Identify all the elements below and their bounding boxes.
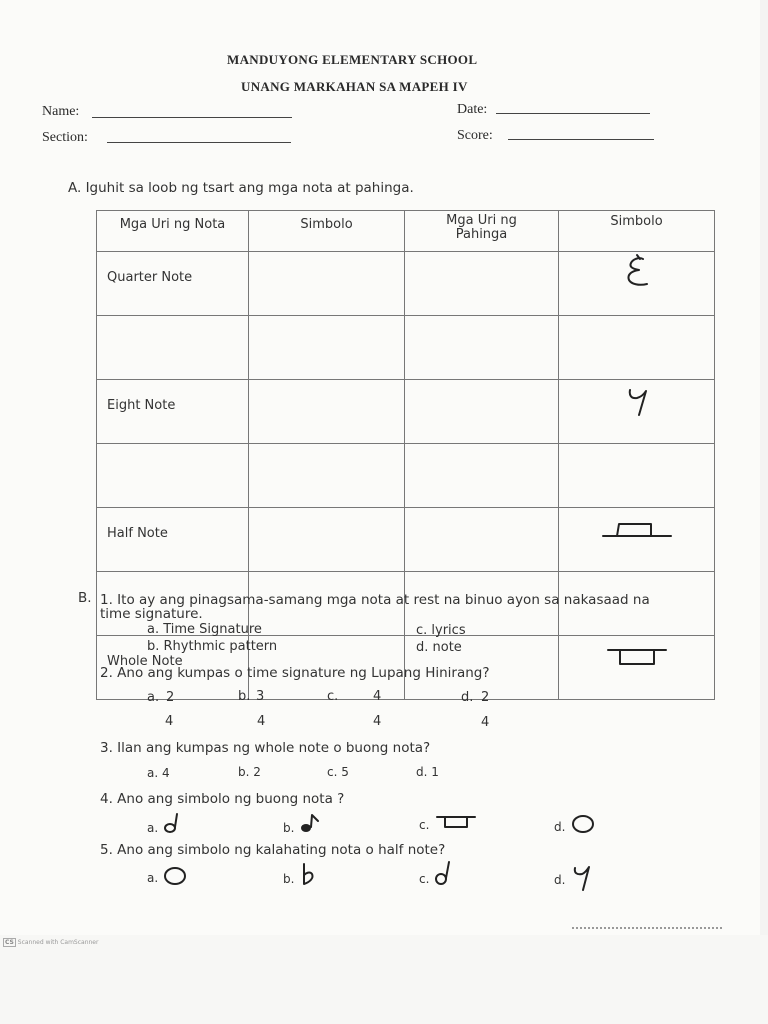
camscanner-logo-icon: CS [5,939,14,946]
name-field[interactable] [92,117,292,118]
table-header-row [97,211,715,252]
score-field[interactable] [508,139,654,140]
date-field[interactable] [496,113,650,114]
note-symbol-cell[interactable] [249,252,405,316]
q5-option-c-label: c. [419,872,430,886]
q3-option-b[interactable]: b. 2 [238,765,261,779]
row-note-name: Eight Note [97,380,249,444]
q1-option-b[interactable]: b. Rhythmic pattern [147,639,278,654]
q2-text: 2. Ano ang kumpas o time signature ng Lupang Hinirang? [100,665,490,681]
q5-text: 5. Ano ang simbolo ng kalahating nota o half note? [100,842,446,858]
half-rest-handwritten-icon [599,516,675,546]
row-note-name [97,316,249,380]
rest-symbol-cell[interactable] [559,316,715,380]
q5-option-a[interactable] [147,863,190,887]
half-note-handwritten-icon [433,860,457,888]
whole-note-icon [569,813,597,835]
rest-symbol-cell [559,252,715,316]
q4-option-b-label: b. [283,821,295,835]
q5-option-b[interactable] [283,862,320,888]
q1-text-line1: 1. Ito ay ang pinagsama-samang mga nota at rest na binuo ayon sa nakasaad na [100,592,650,608]
date-label: Date: [457,102,488,117]
rest-symbol-cell [559,508,715,572]
row-note-name: Quarter Note [97,252,249,316]
q4-option-a[interactable] [147,812,184,836]
part-b-label: B. [78,590,92,606]
q2-option-a-bottom: 4 [165,714,174,729]
q4-option-d[interactable] [554,813,597,835]
q2-option-a-top: 2 [166,690,175,705]
rest-name-cell[interactable] [405,380,559,444]
eighth-rest-handwritten-icon [569,862,593,892]
q2-option-c-bottom: 4 [373,714,382,729]
school-name: MANDUYONG ELEMENTARY SCHOOL [227,52,478,67]
camscanner-watermark [3,938,98,947]
half-note-handwritten-icon [162,812,184,836]
row-note-name [97,444,249,508]
q4-text: 4. Ano ang simbolo ng buong nota ? [100,791,345,807]
q4-option-b[interactable] [283,812,322,836]
q2-option-d-bottom: 4 [481,715,490,730]
table-row [97,508,715,572]
q3-text: 3. Ilan ang kumpas ng whole note o buong nota? [100,740,431,756]
q1-text-line2: time signature. [100,606,203,622]
row-note-name: Whole Note [97,636,249,700]
note-symbol-cell[interactable] [249,508,405,572]
q3-option-c[interactable]: c. 5 [327,765,349,779]
q4-option-c[interactable] [419,813,477,833]
q2-option-c-top: 4 [373,689,382,704]
q1-option-c[interactable]: c. lyrics [416,623,466,638]
q5-option-a-label: a. [147,871,159,885]
rest-name-cell[interactable] [405,444,559,508]
camscanner-text: Scanned with CamScanner [17,939,99,946]
rest-name-cell[interactable] [405,508,559,572]
q2-option-d-top: 2 [481,690,490,705]
q2-option-b-label[interactable]: b. [238,689,251,704]
q4-option-d-label: d. [554,820,566,834]
table-row [97,380,715,444]
q4-option-c-label: c. [419,818,430,832]
q2-option-d-label[interactable]: d. [461,690,474,705]
flat-sign-handwritten-icon [298,862,320,888]
section-field[interactable] [107,142,291,143]
header-rest-symbol: Simbolo [559,211,715,252]
table-row [97,444,715,508]
name-label: Name: [42,104,80,119]
q5-option-c[interactable] [419,860,457,888]
quarter-rest-handwritten-icon [617,253,657,297]
q2-option-b-top: 3 [256,689,265,704]
part-a-instruction: A. Iguhit sa loob ng tsart ang mga nota at pahinga. [68,180,414,196]
note-symbol-cell[interactable] [249,380,405,444]
q2-option-a-label[interactable]: a. [147,690,160,705]
footer-scrawl [572,927,722,935]
page-margin [0,935,768,1024]
q3-option-d[interactable]: d. 1 [416,765,439,779]
q3-option-a[interactable]: a. 4 [147,766,170,780]
q5-option-b-label: b. [283,872,295,886]
header-note-types: Mga Uri ng Nota [97,211,249,252]
note-symbol-cell[interactable] [249,444,405,508]
table-row [97,252,715,316]
exam-title: UNANG MARKAHAN SA MAPEH IV [241,79,468,94]
q4-option-a-label: a. [147,821,159,835]
q1-option-a[interactable]: a. Time Signature [147,622,262,637]
score-label: Score: [457,128,493,143]
q2-option-c-label[interactable]: c. [327,689,339,704]
header-note-symbol: Simbolo [249,211,405,252]
q5-option-d-label: d. [554,873,566,887]
table-row [97,316,715,380]
whole-rest-icon [433,813,477,833]
eighth-note-handwritten-icon [298,812,322,836]
rest-symbol-cell[interactable] [559,444,715,508]
section-label: Section: [42,130,88,145]
header-rest-types: Mga Uri ng Pahinga [405,211,559,252]
q1-option-d[interactable]: d. note [416,640,462,655]
whole-note-handwritten-icon [162,863,190,887]
rest-symbol-cell [559,380,715,444]
row-note-name: Half Note [97,508,249,572]
rest-symbol-cell [559,636,715,700]
q2-option-b-bottom: 4 [257,714,266,729]
note-symbol-cell[interactable] [249,316,405,380]
q5-option-d[interactable] [554,862,593,892]
whole-rest-handwritten-icon [602,644,672,674]
rest-name-cell[interactable] [405,252,559,316]
eighth-rest-handwritten-icon [617,381,657,425]
rest-name-cell[interactable] [405,316,559,380]
